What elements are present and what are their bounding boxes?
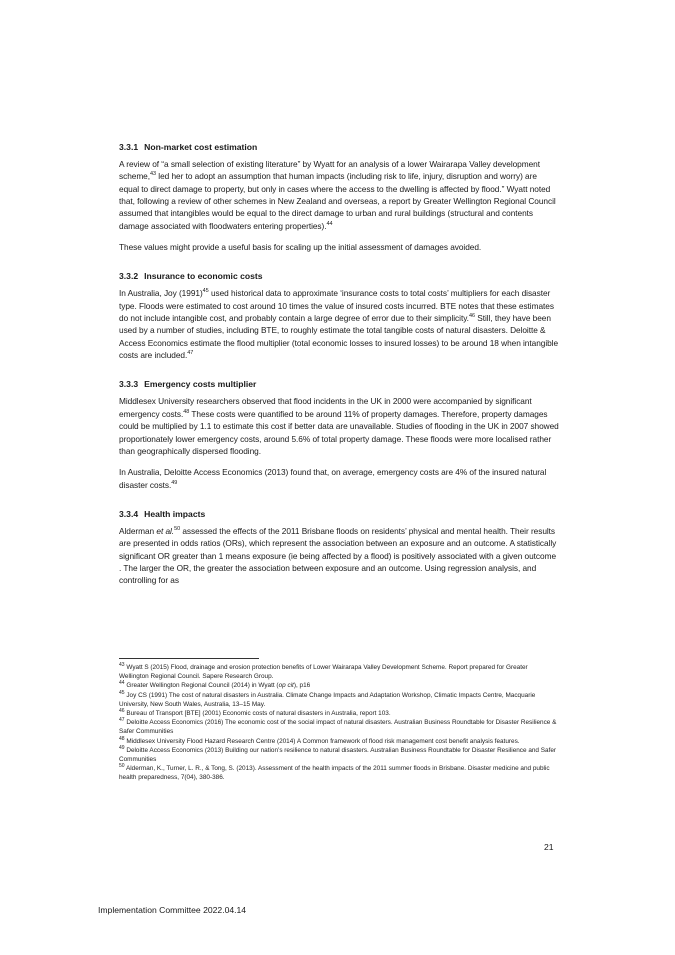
paragraph-non-market-2: These values might provide a useful basis for scaling up the initial assessment of damages avoided. [119,242,482,253]
footnote-ref[interactable]: 43 [150,171,157,178]
page-number: 21 [544,842,554,852]
footnote-ref[interactable]: 45 [202,288,209,295]
footnote-divider [119,658,259,659]
paragraph-health: Alderman et al.$^{50}$ assessed the effects of the 2011 Brisbane floods on residents’ physical and mental health. Their results are presented in odds ratios (ORs), which represent the association between an exposure and an outcome. A statistically significant OR greater than 1 means exposure (ie being affected by a flood) is positively associated with a given outcome . The larger the OR, the greater the association between exposure and an outcome. Using regression analysis, and controlling for as [119,525,557,586]
paragraph-emergency-1: Middlesex University researchers observed that flood incidents in the UK in 2000 were accompanied by significant emergency costs.$^{48}$ These costs were quantified to be around 11% of property damages. Therefore, property damages could be multiplied by 1.1 to estimate this cost if better data are unavailable. Studies of flooding in the UK in 2007 showed proportionately lower emergency costs, around 5.6% of total property damage. These floods were more localised rather than geographically dispersed flooding. [119,396,559,456]
footnote-45: $^{45}$ Joy CS (1991) The cost of natural disasters in Australia. Climate Change Impacts and Adaptation Workshop, Climatic Impacts Centre, Macquarie University, New South Wales, Australia, 13–15 May. [119,689,536,708]
section-heading-3-3-4: 3.3.4 Health impacts [119,508,206,519]
footnote-ref[interactable]: 48 [183,409,190,416]
paragraph-emergency-2: In Australia, Deloitte Access Economics (2013) found that, on average, emergency costs are 4% of the insured natural disaster costs.$^{49}$ [119,467,547,490]
footnote-ref[interactable]: 49 [171,479,178,486]
paragraph-non-market-1: A review of “a small selection of existing literature” by Wyatt for an analysis of a lower Wairarapa Valley development scheme,$^{43}$ led her to adopt an assumption that human impacts (including risk to life, injury, disruption and worry) are equal to direct damage to property, but only in cases where the access to the dwelling is affected by flood.” Wyatt noted that, following a review of other schemes in New Zealand and overseas, a report by Greater Wellington Regional Council assumed that intangibles would be equal to the direct damage to urban and rural buildings (structural and contents damage associated with floodwaters entering properties).$^{44}$ [119,159,556,231]
footnote-ref[interactable]: 44 [326,220,333,227]
footnote-50: $^{50}$ Alderman, K., Turner, L. R., & Tong, S. (2013). Assessment of the health impacts of the 2011 summer floods in Brisbane. Disaster medicine and public health preparedness, 7(04), 380-386. [119,763,550,782]
footnote-ref[interactable]: 47 [187,350,194,357]
footnote-ref[interactable]: 46 [468,313,475,320]
footnotes [119,663,559,783]
page-footer: Implementation Committee 2022.04.14 [98,905,247,915]
footnote-47: $^{47}$ Deloitte Access Economics (2016) The economic cost of the social impact of natural disasters. Australian Business Roundtable for Disaster Resilience & Safer Communities [119,717,557,736]
page-body [119,141,559,587]
footnote-43: $^{43}$ Wyatt S (2015) Flood, drainage and erosion protection benefits of Lower Wairarapa Valley Development Scheme. Report prepared for Greater Wellington Regional Council. Sapere Research Group. [119,661,528,681]
footnote-46: $^{46}$ Bureau of Transport [BTE] (2001) Economic costs of natural disasters in Australia, report 103. [119,707,391,718]
paragraph-insurance: In Australia, Joy $(1991)^{45}$ used historical data to approximate ‘insurance costs to total costs’ multipliers for each disaster type. Floods were estimated to cost around 10 times the value of insured costs incurred. BTE notes that these estimates do not include intangible cost, and probably contain a large degree of error due to their simplicity.$^{46}$ Still, they have been used by a number of studies, including BTE, to roughly estimate the total tangible costs of natural disasters. Deloitte & Access Economics estimate the flood multiplier (total economic losses to insured losses) to be around 18 when intangible costs are included.$^{47}$ [119,288,559,361]
footnote-44: $^{44}$ Greater Wellington Regional Council (2014) in Wyatt (op cit), p16 [119,680,311,690]
footnote-49: $^{49}$ Deloitte Access Economics (2013) Building our nation’s resilience to natural disasters. Australian Business Roundtable for Disaster Resilience and Safer Communities [119,744,557,764]
footnote-ref[interactable]: 50 [174,526,181,533]
section-heading-3-3-1: 3.3.1 Non-market cost estimation [119,142,258,152]
section-heading-3-3-3: 3.3.3 Emergency costs multiplier [119,379,257,390]
footnote-48: $^{48}$ Middlesex University Flood Hazard Research Centre (2014) A Common framework of flood risk management cost benefit analysis features. [119,735,520,745]
section-heading-3-3-2: 3.3.2 Insurance to economic costs [119,271,263,282]
